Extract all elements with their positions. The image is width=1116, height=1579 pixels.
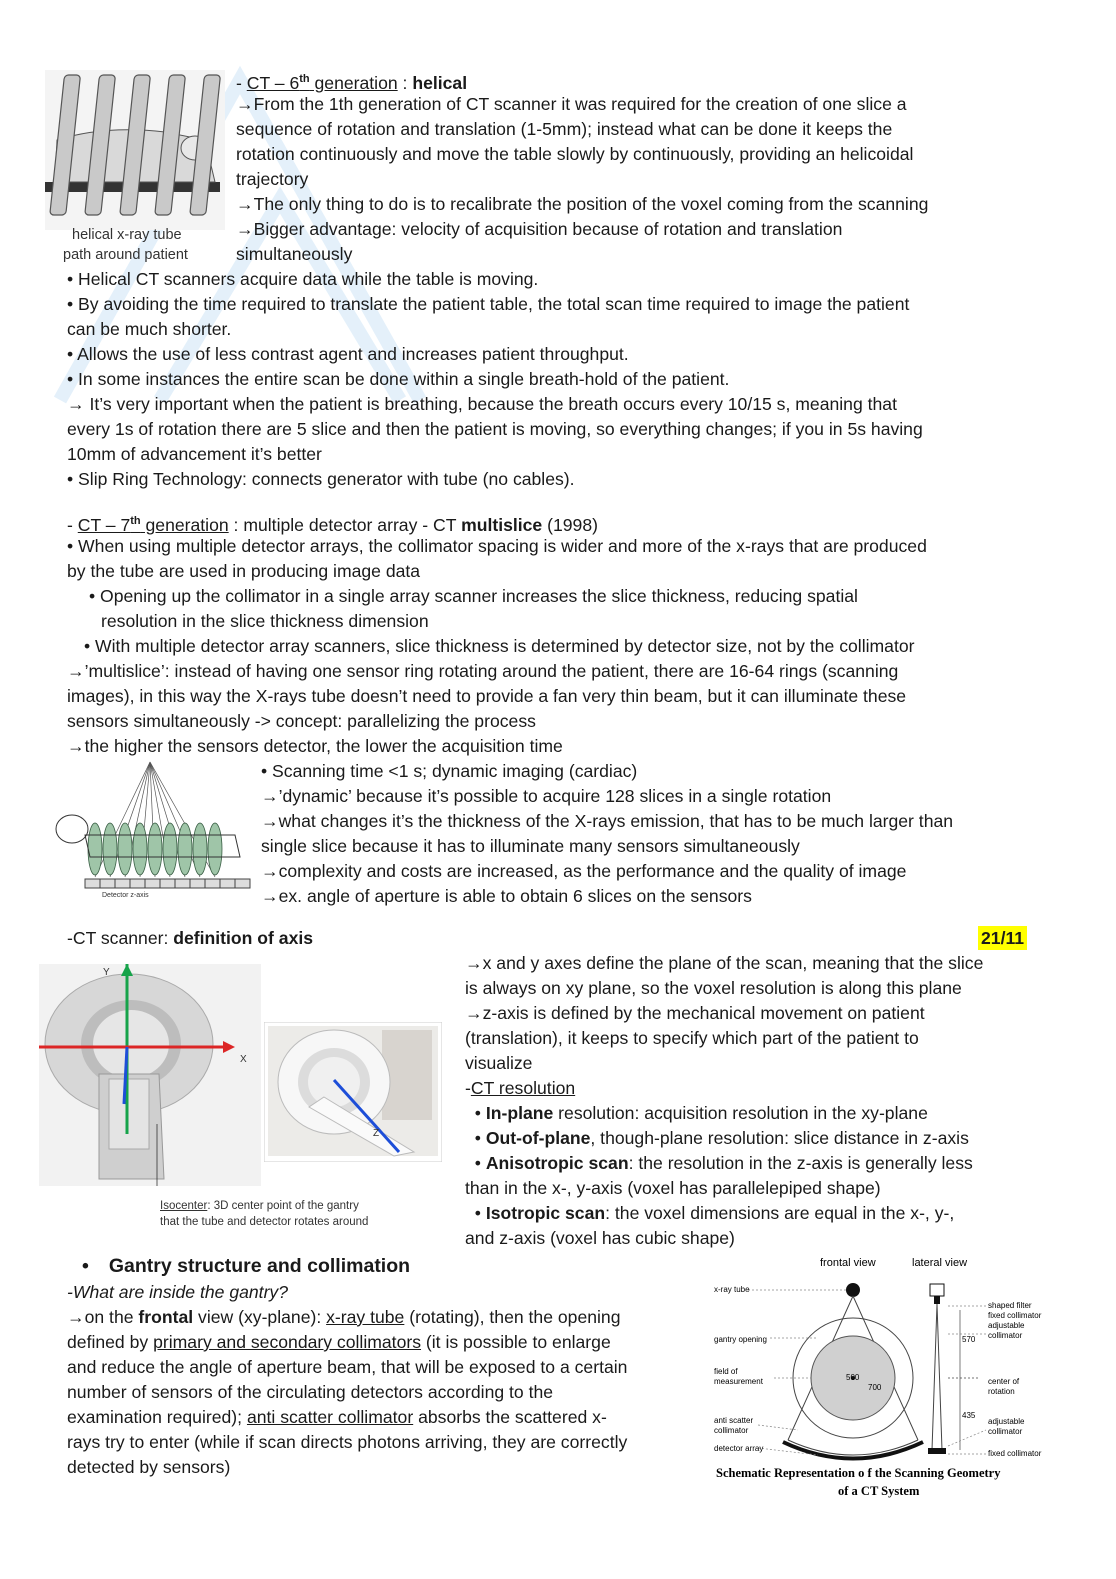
- helical-bullet: • Allows the use of less contrast agent and increases patient throughput.: [67, 344, 629, 364]
- heading-prefix: -: [236, 72, 247, 93]
- anti-scatter-label-2: collimator: [714, 1426, 749, 1435]
- dim-570: 570: [962, 1335, 976, 1344]
- helical-bullet: → It’s very important when the patient is breathing, because the breath occurs every 10/15 s, meaning that: [67, 394, 897, 414]
- helical-line: simultaneously: [236, 244, 353, 264]
- helical-bullet: • In some instances the entire scan be done within a single breath-hold of the patient.: [67, 369, 730, 389]
- frontal-view-label: frontal view: [820, 1257, 876, 1269]
- multislice-right-line: →what changes it’s the thickness of the X-rays emission, that has to be much larger than: [261, 811, 954, 831]
- resolution-item: • Out-of-plane, though-plane resolution: slice distance in z-axis: [465, 1128, 969, 1148]
- helical-bullet: can be much shorter.: [67, 319, 232, 339]
- helical-bullet: every 1s of rotation there are 5 slice and then the patient is moving, so everything changes; if you in 5s having: [67, 419, 923, 439]
- helical-bullet: • By avoiding the time required to translate the patient table, the total scan time required to image the patient: [67, 294, 910, 314]
- heading-bold: multislice: [461, 514, 543, 535]
- gantry-line: [67, 1405, 607, 1430]
- multislice-line: • With multiple detector array scanners, slice thickness is determined by detector size, not by the collimator: [84, 636, 915, 656]
- lateral-view-label: lateral view: [912, 1257, 968, 1269]
- x-ray-tube-label: x-ray tube: [714, 1285, 750, 1294]
- collimator-label-2: collimator: [988, 1427, 1023, 1436]
- dim-500: 500: [846, 1373, 860, 1382]
- gantry-line: rays try to enter (while if scan directs photons arriving, they are correctly: [67, 1432, 628, 1452]
- text: absorbs the scattered x-: [413, 1407, 607, 1427]
- multislice-line: →’multislice’: instead of having one sensor ring rotating around the patient, there are 16-64 rings (scanning: [67, 661, 899, 681]
- isocenter-caption-2: that the tube and detector rotates around: [160, 1216, 369, 1228]
- axis-y-label: Y: [103, 967, 110, 978]
- heading-mid: : multiple detector array - CT: [228, 514, 462, 535]
- text: view (xy-plane):: [193, 1307, 327, 1327]
- helical-bullet: • Slip Ring Technology: connects generator with tube (no cables).: [67, 469, 575, 489]
- gantry-heading: [82, 1254, 410, 1279]
- multislice-heading-link: CT – 7th generation: [77, 514, 229, 535]
- helical-bullet: 10mm of advancement it’s better: [67, 444, 322, 464]
- heading-prefix: -CT scanner:: [67, 928, 174, 948]
- isocenter-label: Isocenter: [160, 1200, 208, 1212]
- gantry-line: [67, 1330, 611, 1355]
- helical-bullet: • Helical CT scanners acquire data while the table is moving.: [67, 269, 539, 289]
- heading-end: (1998): [542, 514, 598, 535]
- res-text: : the resolution in the z-axis is generally less: [628, 1153, 973, 1173]
- text-bold: frontal: [138, 1307, 194, 1327]
- resolution-continuation: and z-axis (voxel has cubic shape): [465, 1228, 735, 1248]
- helical-line: →Bigger advantage: velocity of acquisition because of rotation and translation: [236, 219, 843, 239]
- anti-scatter-label-1: anti scatter: [714, 1416, 754, 1425]
- axis-x-label: X: [240, 1054, 247, 1065]
- heading-colon: :: [397, 72, 413, 93]
- fixed-collimator-label: fixed collimator: [988, 1311, 1042, 1320]
- scanning-geometry-diagram: [708, 1250, 1068, 1505]
- collimators-link: primary and secondary collimators: [153, 1332, 422, 1352]
- multislice-line: resolution in the slice thickness dimension: [101, 611, 429, 631]
- diagram-caption-2: of a CT System: [838, 1484, 920, 1498]
- axis-line: →z-axis is defined by the mechanical movement on patient: [465, 1003, 925, 1023]
- helical-caption-1: helical x-ray tube: [72, 227, 182, 243]
- helical-line: →The only thing to do is to recalibrate the position of the voxel coming from the scanning: [236, 194, 929, 214]
- multislice-line: by the tube are used in producing image data: [67, 561, 421, 581]
- dim-700: 700: [868, 1383, 882, 1392]
- helical-line: sequence of rotation and translation (1-5mm); instead what can be done it keeps the: [236, 119, 893, 139]
- multislice-right-line: →complexity and costs are increased, as the performance and the quality of image: [261, 861, 907, 881]
- axis-line: visualize: [465, 1053, 533, 1073]
- gantry-heading-text: Gantry structure and collimation: [108, 1255, 411, 1277]
- resolution-heading-link: CT resolution: [470, 1078, 576, 1098]
- resolution-heading: [465, 1076, 575, 1101]
- helical-line: trajectory: [236, 169, 309, 189]
- ct-scanner-axes-photo: [39, 964, 261, 1186]
- fixed-collimator-label-2: fixed collimator: [988, 1449, 1042, 1458]
- gantry-question: -What are inside the gantry?: [67, 1282, 289, 1302]
- res-bold: Isotropic scan: [485, 1203, 606, 1223]
- multislice-illustration: [50, 757, 255, 905]
- multislice-line: →the higher the sensors detector, the lower the acquisition time: [67, 736, 563, 756]
- multislice-line: images), in this way the X-rays tube doesn’t need to provide a fan very thin beam, but it can illuminate these: [67, 686, 907, 706]
- multislice-right-line: • Scanning time <1 s; dynamic imaging (cardiac): [261, 761, 638, 781]
- isocenter-caption-1: [160, 1200, 359, 1212]
- text: →on the: [67, 1307, 139, 1327]
- rotation-label: rotation: [988, 1387, 1015, 1396]
- text: (rotating), then the opening: [404, 1307, 621, 1327]
- multislice-caption: Detector z-axis: [102, 892, 149, 899]
- multislice-line: • Opening up the collimator in a single array scanner increases the slice thickness, reducing spatial: [89, 586, 858, 606]
- gantry-line: detected by sensors): [67, 1457, 231, 1477]
- resolution-continuation: than in the x-, y-axis (voxel has parallelepiped shape): [465, 1178, 881, 1198]
- multislice-right-line: →ex. angle of aperture is able to obtain 6 slices on the sensors: [261, 886, 752, 906]
- dim-435: 435: [962, 1411, 976, 1420]
- res-bold: Out-of-plane: [485, 1128, 591, 1148]
- res-bold: Anisotropic scan: [485, 1153, 629, 1173]
- helical-path-illustration: [45, 70, 225, 230]
- isocenter-text: : 3D center point of the gantry: [207, 1200, 359, 1212]
- multislice-right-line: single slice because it has to illuminate many sensors simultaneously: [261, 836, 800, 856]
- date-badge: 21/11: [978, 926, 1027, 950]
- axis-line: (translation), it keeps to specify which part of the patient to: [465, 1028, 919, 1048]
- multislice-line: • When using multiple detector arrays, the collimator spacing is wider and more of the x-rays that are produced: [67, 536, 927, 556]
- gantry-line: number of sensors of the circulating detectors according to the: [67, 1382, 554, 1402]
- anti-scatter-link: anti scatter collimator: [246, 1407, 414, 1427]
- axis-line: →x and y axes define the plane of the scan, meaning that the slice: [465, 953, 984, 973]
- ct-scanner-z-axis-photo: [264, 1022, 442, 1162]
- helical-heading-link: CT – 6th generation: [246, 72, 398, 93]
- center-of-label: center of: [988, 1377, 1020, 1386]
- multislice-line: sensors simultaneously -> concept: parallelizing the process: [67, 711, 536, 731]
- text: (it is possible to enlarge: [421, 1332, 611, 1352]
- diagram-caption-1: Schematic Representation o f the Scanning Geometry: [716, 1466, 1001, 1480]
- adjustable-label-2: adjustable: [988, 1417, 1025, 1426]
- heading-bold: definition of axis: [173, 928, 314, 948]
- multislice-right-line: →’dynamic’ because it’s possible to acquire 128 slices in a single rotation: [261, 786, 832, 806]
- res-text: , though-plane resolution: slice distance in z-axis: [590, 1128, 969, 1148]
- gantry-opening-label: gantry opening: [714, 1335, 767, 1344]
- axis-line: is always on xy plane, so the voxel resolution is along this plane: [465, 978, 962, 998]
- res-bold: In-plane: [485, 1103, 554, 1123]
- text: defined by: [67, 1332, 154, 1352]
- bullet: •: [82, 1255, 89, 1277]
- axis-z-label: Z: [373, 1128, 380, 1139]
- helical-caption-2: path around patient: [63, 247, 188, 263]
- field-label-1: field of: [714, 1367, 738, 1376]
- heading-prefix: -: [465, 1078, 471, 1098]
- x-ray-tube-link: x-ray tube: [326, 1307, 405, 1327]
- field-label-2: measurement: [714, 1377, 763, 1386]
- gantry-line: and reduce the angle of aperture beam, that will be exposed to a certain: [67, 1357, 628, 1377]
- helical-line: →From the 1th generation of CT scanner it was required for the creation of one slice a: [236, 94, 907, 114]
- res-text: resolution: acquisition resolution in the xy-plane: [553, 1103, 928, 1123]
- resolution-item: • In-plane resolution: acquisition resolution in the xy-plane: [465, 1103, 928, 1123]
- helical-line: rotation continuously and move the table slowly by continuously, providing an helicoidal: [236, 144, 914, 164]
- res-text: : the voxel dimensions are equal in the x-, y-,: [605, 1203, 955, 1223]
- heading-bold: helical: [412, 72, 468, 93]
- heading-prefix: -: [67, 514, 78, 535]
- text: examination required);: [67, 1407, 247, 1427]
- axis-heading: [67, 926, 313, 951]
- adjustable-label: adjustable: [988, 1321, 1025, 1330]
- resolution-item: • Isotropic scan: the voxel dimensions are equal in the x-, y-,: [465, 1203, 955, 1223]
- gantry-line: [67, 1305, 621, 1330]
- resolution-item: • Anisotropic scan: the resolution in the z-axis is generally less: [465, 1153, 973, 1173]
- detector-array-label: detector array: [714, 1444, 764, 1453]
- collimator-label: collimator: [988, 1331, 1023, 1340]
- shaped-filter-label: shaped filter: [988, 1301, 1032, 1310]
